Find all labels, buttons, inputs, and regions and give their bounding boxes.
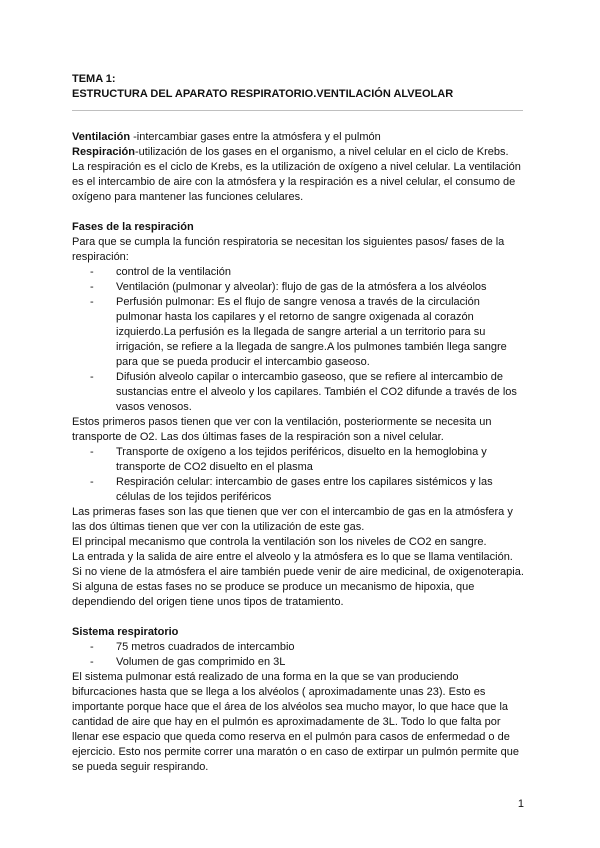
fases-paragraph-5: Si alguna de estas fases no se produce se produce un mecanismo de hipoxia, que dependiendo del origen tiene unos tipos de tratamiento. [72,581,475,608]
title-line-2: ESTRUCTURA DEL APARATO RESPIRATORIO.VENTILACIÓN ALVEOLAR [72,88,454,100]
fases-paragraph-3: La entrada y la salida de aire entre el alveolo y la atmósfera es lo que se llama ventilación. [72,551,513,563]
list-item: - Respiración celular: intercambio de gases entre los capilares sistémicos y las células de los tejidos periféricos [90,475,524,505]
list-item: - 75 metros cuadrados de intercambio [90,640,524,655]
document-body [72,130,524,775]
list-item: - Volumen de gas comprimido en 3L [90,655,524,670]
intro-paragraph: La respiración es el ciclo de Krebs, es la utilización de oxígeno a nivel celular. La ventilación es el intercambio de aire con la atmósfera y la respiración es a nivel celular, el consumo de oxígeno para mantener las funciones celulares. [72,161,521,203]
fases-intro: Para que se cumpla la función respiratoria se necesitan los siguientes pasos/ fases de la respiración: [72,236,505,263]
term-respiracion: Respiración [72,146,135,158]
fases-paragraph-2: El principal mecanismo que controla la ventilación son los niveles de CO2 en sangre. [72,536,487,548]
heading-fases: Fases de la respiración [72,221,194,233]
def-respiracion: -utilización de los gases en el organismo, a nivel celular en el ciclo de Krebs. [134,146,509,158]
fases-paragraph-4: Si no viene de la atmósfera el aire también puede venir de aire medicinal, de oxigenoterapia. [72,566,524,578]
fases-middle-paragraph: Estos primeros pasos tienen que ver con la ventilación, posteriormente se necesita un transporte de O2. Las dos últimas fases de la respiración son a nivel celular. [72,416,492,443]
definition-ventilacion [72,130,524,145]
list-item: - Perfusión pulmonar: Es el flujo de sangre venosa a través de la circulación pulmonar hasta los capilares y el retorno de sangre oxigenada al corazón izquierdo.La perfusión es la llegada de sangre arterial a un territorio para su irrigación, se refiere a la llegada de sangre.A los pulmones también llega sangre para que se pueda producir el intercambio gaseoso. [90,295,524,370]
list-item: - Difusión alveolo capilar o intercambio gaseoso, que se refiere al intercambio de sustancias entre el alveolo y los capilares. También el CO2 difunde a través de los vasos venosos. [90,370,524,415]
title-divider [72,110,523,111]
fases-list-1 [72,265,524,415]
list-item: - control de la ventilación [90,265,524,280]
heading-sistema: Sistema respiratorio [72,626,179,638]
term-ventilacion: Ventilación [72,131,131,143]
fases-list-2 [72,445,524,505]
sistema-list [72,640,524,670]
sistema-paragraph: El sistema pulmonar está realizado de una forma en la que se van produciendo bifurcaciones hasta que se llega a los alvéolos ( aproximadamente unas 23). Esto es importante porque hace que el área de los alvéolos sea mucho mayor, lo que hace que la cantidad de aire que hay en el pulmón es aproximadamente de 3L. Todo lo que falta por llenar ese espacio que queda como reserva en el pulmón para casos de enfermedad o de ejercicio. Esto nos permite correr una maratón o en caso de extirpar un pulmón permite que se pueda seguir respirando. [72,671,519,773]
definition-respiracion [72,145,524,160]
fases-paragraph-1: Las primeras fases son las que tienen que ver con el intercambio de gas en la atmósfera y las dos últimas tienen que ver con la utilización de este gas. [72,506,513,533]
list-item: - Transporte de oxígeno a los tejidos periféricos, disuelto en la hemoglobina y transporte de CO2 disuelto en el plasma [90,445,524,475]
title-line-1: TEMA 1: [72,73,116,85]
def-ventilacion: -intercambiar gases entre la atmósfera y el pulmón [130,131,381,143]
page-number: 1 [517,798,524,810]
list-item: - Ventilación (pulmonar y alveolar): flujo de gas de la atmósfera a los alvéolos [90,280,524,295]
document-title [72,72,453,102]
